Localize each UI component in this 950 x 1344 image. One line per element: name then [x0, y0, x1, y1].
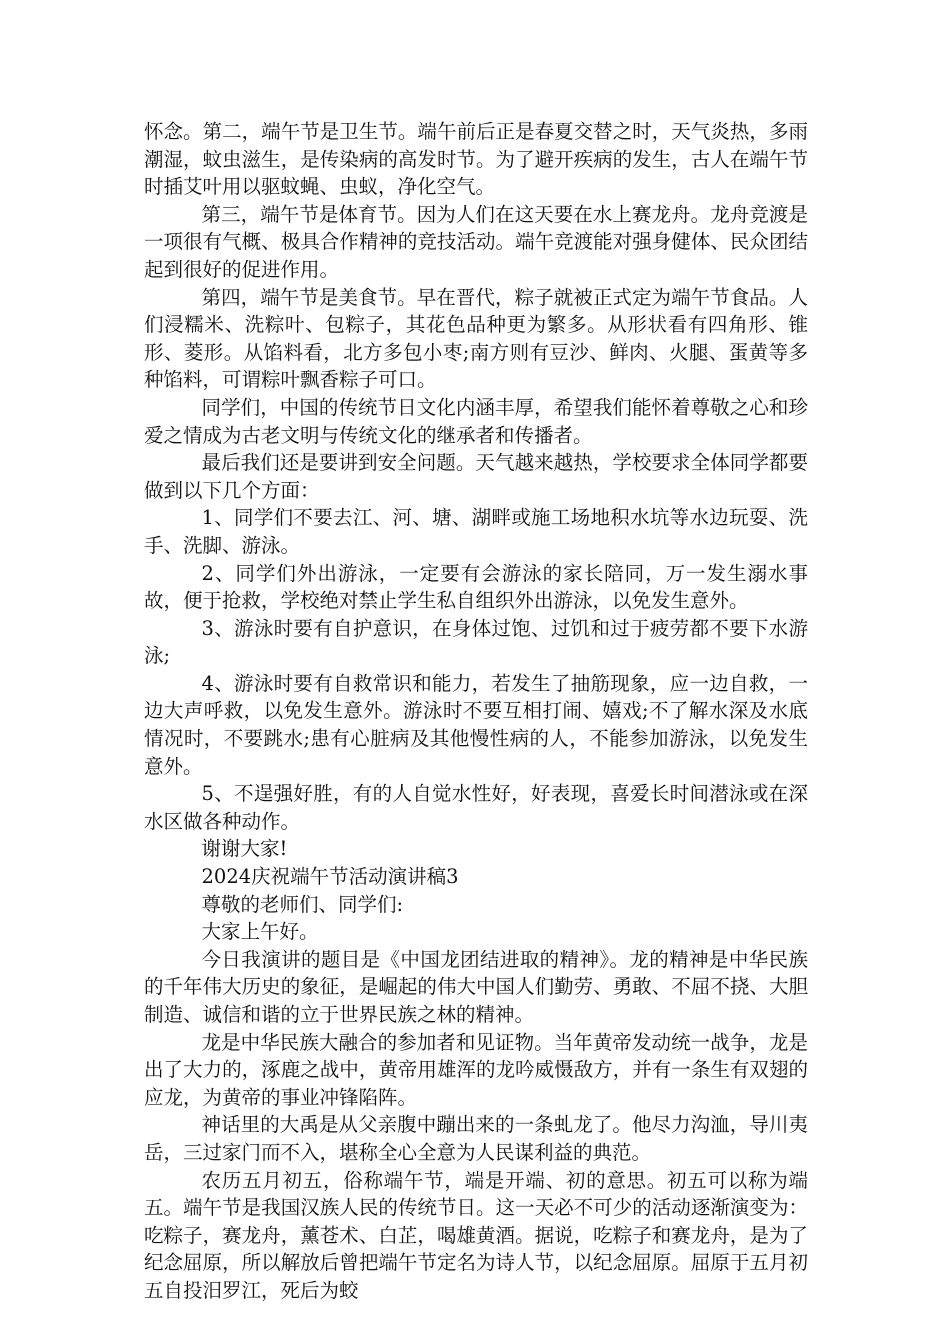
paragraph: 今日我演讲的题目是《中国龙团结进取的精神》。龙的精神是中华民族的千年伟大历史的象征，是崛起的伟大中国人们勤劳、勇敢、不屈不挠、大胆制造、诚信和谐的立于世界民族之林的精神。: [144, 947, 808, 1026]
document-page: [144, 118, 808, 1305]
paragraph: 第三，端午节是体育节。因为人们在这天要在水上赛龙舟。龙舟竞渡是一项很有气概、极具合作精神的竞技活动。端午竞渡能对强身健体、民众团结起到很好的促进作用。: [144, 202, 808, 281]
list-item: 5、不逞强好胜，有的人自觉水性好，好表现，喜爱长时间潜泳或在深水区做各种动作。: [144, 782, 808, 833]
list-item: 1、同学们不要去江、河、塘、湖畔或施工场地积水坑等水边玩耍、洗手、洗脚、游泳。: [144, 506, 808, 557]
section-title: 2024庆祝端午节活动演讲稿3: [201, 865, 459, 889]
list-item: 4、游泳时要有自救常识和能力，若发生了抽筋现象，应一边自救，一边大声呼救，以免发生意外。游泳时不要互相打闹、嬉戏;不了解水深及水底情况时，不要跳水;患有心脏病及其他慢性病的人，不能参加游泳，以免发生意外。: [144, 671, 808, 778]
greeting: 大家上午好。: [201, 920, 319, 944]
list-item: 2、同学们外出游泳，一定要有会游泳的家长陪同，万一发生溺水事故，便于抢救，学校绝对禁止学生私自组织外出游泳，以免发生意外。: [144, 561, 808, 613]
paragraph: 龙是中华民族大融合的参加者和见证物。当年黄帝发动统一战争，龙是出了大力的，涿鹿之战中，黄帝用雄浑的龙吟威慑敌方，并有一条生有双翅的应龙，为黄帝的事业冲锋陷阵。: [144, 1030, 808, 1109]
paragraph: 最后我们还是要讲到安全问题。天气越来越热，学校要求全体同学都要做到以下几个方面：: [144, 451, 808, 502]
closing-thanks: 谢谢大家!: [201, 837, 288, 861]
list-item: 3、游泳时要有自护意识，在身体过饱、过饥和过于疲劳都不要下水游泳;: [144, 616, 808, 668]
paragraph: 第四，端午节是美食节。早在晋代，粽子就被正式定为端午节食品。人们浸糯米、洗粽叶、包粽子，其花色品种更为繁多。从形状看有四角形、锥形、菱形。从馅料看，北方多包小枣;南方则有豆沙、鲜肉、火腿、蛋黄等多种馅料，可谓粽叶飘香粽子可口。: [144, 285, 808, 392]
paragraph: 怀念。第二，端午节是卫生节。端午前后正是春夏交替之时，天气炎热，多雨潮湿，蚊虫滋生，是传染病的高发时节。为了避开疾病的发生，古人在端午节时插艾叶用以驱蚊蝇、虫蚁，净化空气。: [144, 120, 808, 199]
paragraph: 同学们，中国的传统节日文化内涵丰厚，希望我们能怀着尊敬之心和珍爱之情成为古老文明与传统文化的继承者和传播者。: [144, 395, 808, 447]
paragraph: 神话里的大禹是从父亲腹中蹦出来的一条虬龙了。他尽力沟洫，导川夷岳，三过家门而不入，堪称全心全意为人民谋利益的典范。: [144, 1113, 808, 1164]
salutation: 尊敬的老师们、同学们:: [201, 892, 404, 916]
paragraph: 农历五月初五，俗称端午节，端是开端、初的意思。初五可以称为端五。端午节是我国汉族人民的传统节日。这一天必不可少的活动逐渐演变为：吃粽子，赛龙舟，薰苍术、白芷，喝雄黄酒。据说，吃粽子和赛龙舟，是为了纪念屈原，所以解放后曾把端午节定名为诗人节，以纪念屈原。屈原于五月初五自投汨罗江，死后为蛟: [144, 1168, 808, 1302]
